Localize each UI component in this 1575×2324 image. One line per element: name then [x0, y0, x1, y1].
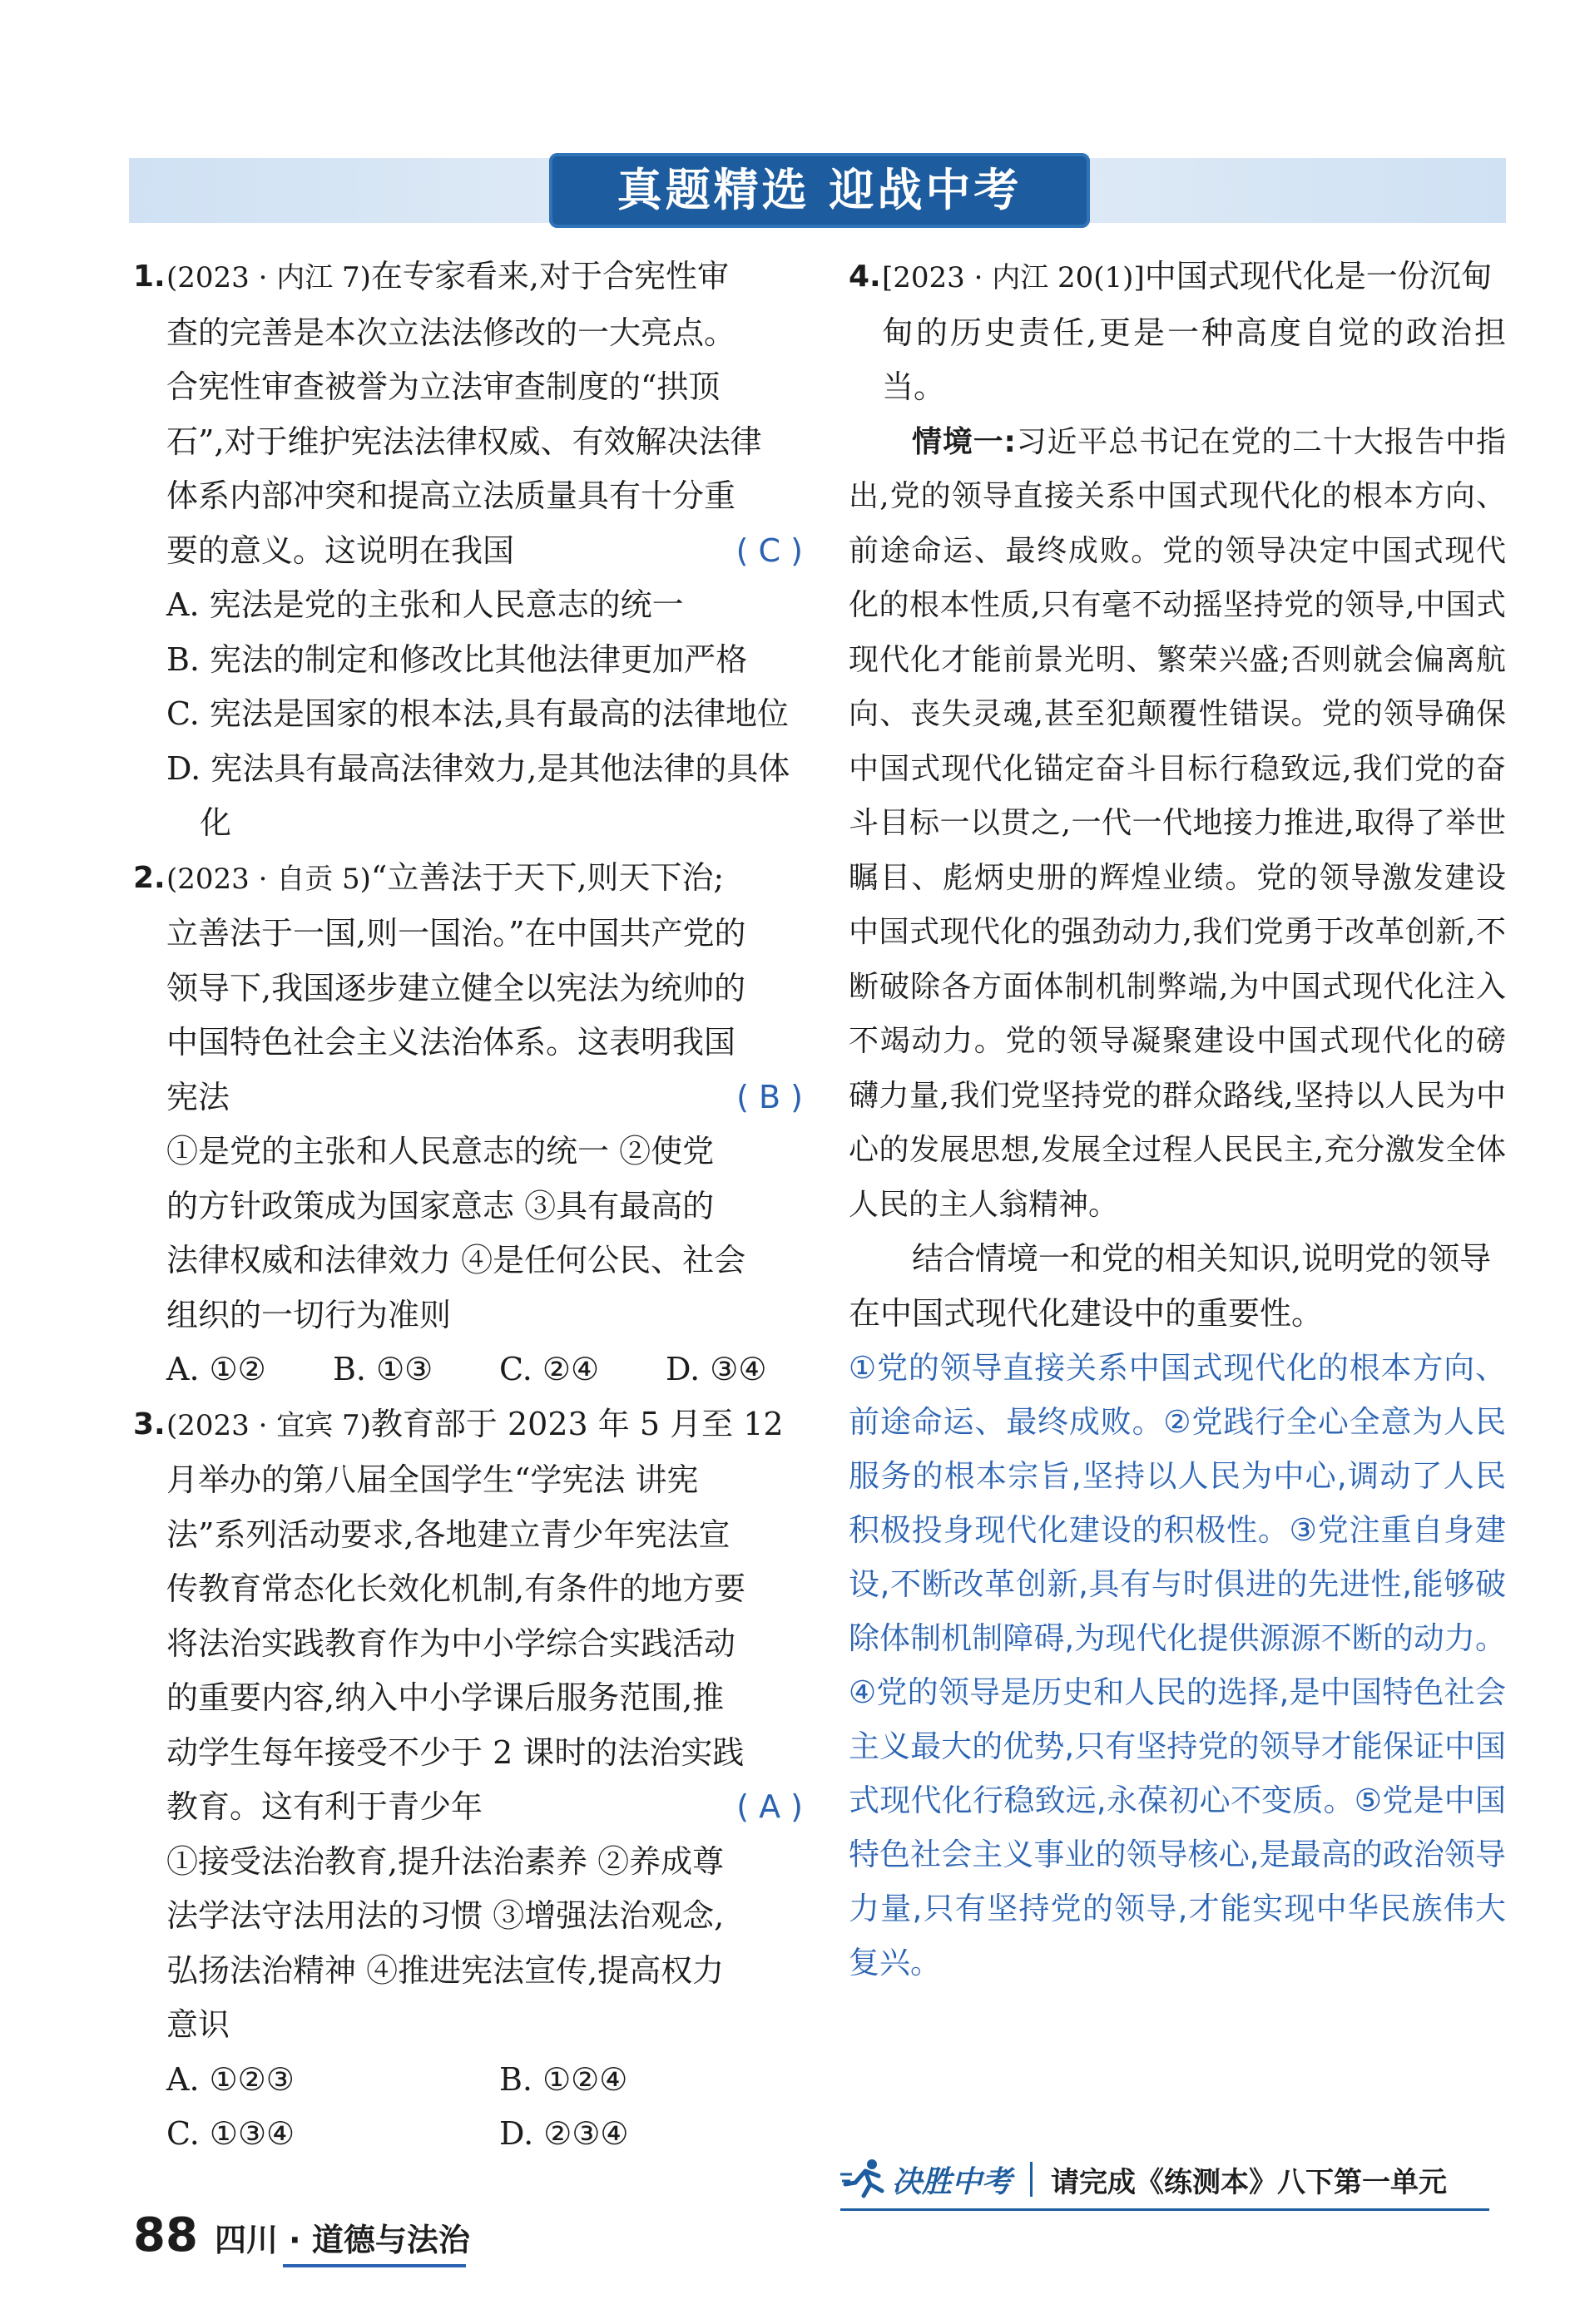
choice-b: B. ①③	[333, 1351, 433, 1387]
question-number: 1.	[133, 260, 166, 294]
statement-line: ①是党的主张和人民意志的统一 ②使党	[166, 1133, 715, 1169]
statement-line: 组织的一切行为准则	[166, 1296, 452, 1333]
question-source: (2023 · 自贡 5)	[166, 862, 371, 896]
question-4	[849, 250, 1506, 415]
options-list	[133, 578, 803, 851]
statement-line: 弘扬法治精神 ④推进宪法宣传,提高权力	[166, 1951, 725, 1989]
runner-icon	[840, 2158, 889, 2201]
answer-choice: ( A )	[736, 1788, 803, 1825]
question-source: (2023 · 宜宾 7)	[166, 1408, 371, 1442]
question-number: 3.	[133, 1407, 166, 1441]
choices-row	[166, 1342, 803, 1397]
right-column	[849, 250, 1506, 1990]
practice-note	[840, 2150, 1489, 2208]
question-2	[133, 851, 803, 1397]
question-stem: (2023 · 内江 7)在专家看来,对于合宪性审 查的完善是本次立法法修改的一大亮点。 合宪性审查被誉为立法审查制度的“拱顶 石”,对于维护宪法法律权威、有效解决法律 体系内部冲突和提高立法质量具有十分重 要的意义。这说明在我国 ( C )	[166, 250, 803, 578]
page-footer	[133, 2208, 470, 2262]
logo-text: 决胜中考	[892, 2164, 1013, 2199]
choice-c: C. ①③④	[166, 2115, 295, 2152]
left-column	[133, 250, 803, 2162]
statement-line: 的方针政策成为国家意志 ③具有最高的	[166, 1187, 715, 1224]
footer-note: 请完成《练测本》八下第一单元	[1051, 2165, 1448, 2199]
statement-line: ①接受法治教育,提升法治素养 ②养成尊	[166, 1842, 725, 1880]
option-c: C. 宪法是国家的根本法,具有最高的法律地位	[166, 695, 789, 732]
choice-a: A. ①②	[166, 1351, 266, 1387]
question-number: 2.	[133, 860, 166, 895]
question-stem: (2023 · 自贡 5)“立善法于天下,则天下治; 立善法于一国,则一国治。”在中国共产党的 领导下,我国逐步建立健全以宪法为统帅的 中国特色社会主义法治体系。这表明我国 宪法 ( B ) ①是党的主张和人民意志的统一 ②使党 的方针政策成为国家意志 ③具有最高的 法律权威和法律效力 ④是任何公民、社会 组织的一切行为准则 A. ①② B. ①③ C. ②④ D. ③④	[166, 851, 803, 1397]
question-source: [2023 · 内江 20(1)]	[882, 261, 1145, 294]
statement-line: 法律权威和法律效力 ④是任何公民、社会	[166, 1242, 746, 1278]
question-number: 4.	[849, 260, 881, 294]
divider	[1030, 2162, 1033, 2197]
context-passage	[849, 415, 1506, 1233]
answer-choice: ( C )	[735, 532, 803, 569]
question-stem: [2023 · 内江 20(1)]中国式现代化是一份沉甸 甸的历史责任,更是一种高度自觉的政治担当。	[882, 258, 1506, 405]
logo	[840, 2158, 1012, 2201]
choices-row	[166, 2107, 803, 2162]
page-number: 88	[133, 2208, 198, 2262]
question-prompt: 结合情境一和党的相关知识,说明党的领导在中国式现代化建设中的重要性。	[849, 1240, 1492, 1332]
answer-choice: ( B )	[736, 1078, 803, 1115]
context-text: 习近平总书记在党的二十大报告中指出,党的领导直接关系中国式现代化的根本方向、前途命运、最终成败。党的领导决定中国式现代化的根本性质,只有毫不动摇坚持党的领导,中国式现代化才能前景光明、繁荣兴盛;否则就会偏离航向、丧失灵魂,甚至犯颠覆性错误。党的领导确保中国式现代化锚定奋斗目标行稳致远,我们党的奋斗目标一以贯之,一代一代地接力推进,取得了举世瞩目、彪炳史册的辉煌业绩。党的领导激发建设中国式现代化的强劲动力,我们党勇于改革创新,不断破除各方面体制机制弊端,为中国式现代化注入不竭动力。党的领导凝聚建设中国式现代化的磅礴力量,我们党坚持党的群众路线,坚持以人民为中心的发展思想,发展全过程人民民主,充分激发全体人民的主人翁精神。	[849, 424, 1506, 1222]
choice-b: B. ①②④	[499, 2060, 628, 2098]
question-source: (2023 · 内江 7)	[166, 261, 371, 294]
section-title: 真题精选 迎战中考	[549, 153, 1090, 228]
subject-label: 四川 · 道德与法治	[214, 2222, 470, 2258]
statement-line: 法学法守法用法的习惯 ③增强法治观念,	[166, 1897, 725, 1934]
choices-row	[166, 2053, 803, 2108]
choice-c: C. ②④	[499, 1351, 600, 1387]
question-stem: (2023 · 宜宾 7)教育部于 2023 年 5 月至 12 月举办的第八届全国学生“学宪法 讲宪 法”系列活动要求,各地建立青少年宪法宣 传教育常态化长效化机制,有条件的地方要 将法治实践教育作为中小学综合实践活动 的重要内容,纳入中小学课后服务范围,推 动学生每年接受不少于 2 课时的法治实践 教育。这有利于青少年 ( A ) ①接受法治教育,提升法治素养 ②养成尊 法学法守法用法的习惯 ③增强法治观念, 弘扬法治精神 ④推进宪法宣传,提高权力 意识 A. ①②③ B. ①②④ C. ①③④ D. ②③④	[166, 1397, 803, 2162]
statement-line: 意识	[166, 2006, 230, 2043]
reference-answer: ①党的领导直接关系中国式现代化的根本方向、前途命运、最终成败。②党践行全心全意为人民服务的根本宗旨,坚持以人民为中心,调动了人民积极投身现代化建设的积极性。③党注重自身建设,不断改革创新,具有与时俱进的先进性,能够破除体制机制障碍,为现代化提供源源不断的动力。④党的领导是历史和人民的选择,是中国特色社会主义最大的优势,只有坚持党的领导才能保证中国式现代化行稳致远,永葆初心不变质。⑤党是中国特色社会主义事业的领导核心,是最高的政治领导力量,只有坚持党的领导,才能实现中华民族伟大复兴。	[849, 1350, 1506, 1980]
question-1	[133, 250, 803, 578]
context-label: 情境一:	[912, 424, 1016, 459]
choice-a: A. ①②③	[166, 2060, 295, 2098]
option-d: D. 宪法具有最高法律效力,是其他法律的具体化	[166, 749, 790, 841]
choice-d: D. ③④	[666, 1351, 767, 1387]
option-b: B. 宪法的制定和修改比其他法律更加严格	[166, 640, 748, 678]
footer-accent-line	[283, 2264, 466, 2267]
footer-underline	[840, 2208, 1489, 2211]
choice-d: D. ②③④	[499, 2115, 629, 2152]
question-3	[133, 1397, 803, 2162]
option-a: A. 宪法是党的主张和人民意志的统一	[166, 586, 684, 623]
